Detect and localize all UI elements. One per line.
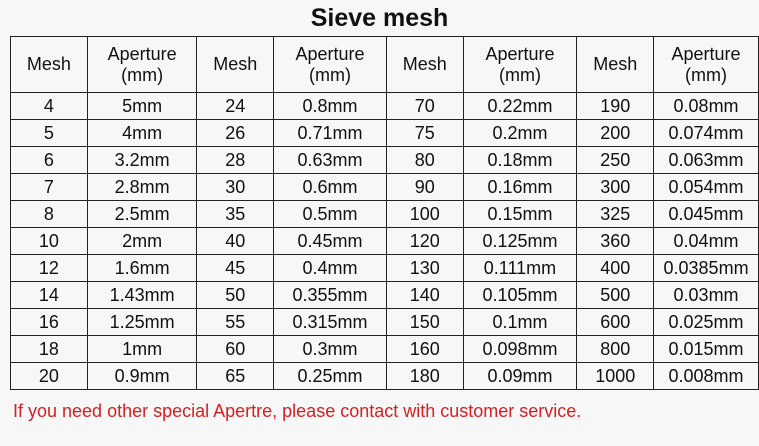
table-body: [11, 93, 759, 390]
mesh-cell: 325: [577, 201, 654, 228]
header-mesh: Mesh: [11, 37, 88, 93]
mesh-cell: 120: [386, 228, 463, 255]
aperture-cell: 0.6mm: [274, 174, 387, 201]
mesh-cell: 70: [386, 93, 463, 120]
mesh-cell: 60: [197, 336, 274, 363]
aperture-cell: 0.09mm: [463, 363, 577, 390]
aperture-cell: 2mm: [87, 228, 197, 255]
mesh-cell: 4: [11, 93, 88, 120]
mesh-cell: 75: [386, 120, 463, 147]
mesh-cell: 200: [577, 120, 654, 147]
aperture-cell: 1mm: [87, 336, 197, 363]
mesh-cell: 160: [386, 336, 463, 363]
header-mesh: Mesh: [386, 37, 463, 93]
aperture-cell: 0.098mm: [463, 336, 577, 363]
mesh-cell: 150: [386, 309, 463, 336]
header-mesh: Mesh: [577, 37, 654, 93]
mesh-cell: 190: [577, 93, 654, 120]
mesh-cell: 300: [577, 174, 654, 201]
mesh-cell: 90: [386, 174, 463, 201]
aperture-cell: 0.15mm: [463, 201, 577, 228]
aperture-cell: 3.2mm: [87, 147, 197, 174]
aperture-cell: 4mm: [87, 120, 197, 147]
aperture-cell: 2.8mm: [87, 174, 197, 201]
aperture-cell: 0.18mm: [463, 147, 577, 174]
table-row: [11, 336, 759, 363]
aperture-cell: 0.63mm: [274, 147, 387, 174]
aperture-cell: 0.9mm: [87, 363, 197, 390]
table-row: [11, 228, 759, 255]
mesh-cell: 800: [577, 336, 654, 363]
header-aperture-unit: (mm): [499, 64, 541, 85]
mesh-cell: 28: [197, 147, 274, 174]
mesh-cell: 400: [577, 255, 654, 282]
header-aperture-label: Aperture: [671, 43, 741, 64]
mesh-cell: 140: [386, 282, 463, 309]
aperture-cell: 0.074mm: [654, 120, 759, 147]
mesh-cell: 65: [197, 363, 274, 390]
mesh-cell: 5: [11, 120, 88, 147]
aperture-cell: 0.4mm: [274, 255, 387, 282]
mesh-cell: 7: [11, 174, 88, 201]
header-aperture-unit: (mm): [685, 64, 728, 85]
table-row: [11, 309, 759, 336]
aperture-cell: 0.015mm: [654, 336, 759, 363]
aperture-cell: 0.22mm: [463, 93, 577, 120]
page-title: Sieve mesh: [310, 4, 449, 32]
aperture-cell: 0.025mm: [654, 309, 759, 336]
aperture-cell: 2.5mm: [87, 201, 197, 228]
mesh-cell: 80: [386, 147, 463, 174]
header-aperture: [274, 37, 387, 93]
aperture-cell: 0.71mm: [274, 120, 387, 147]
mesh-cell: 18: [11, 336, 88, 363]
mesh-cell: 26: [197, 120, 274, 147]
aperture-cell: 0.2mm: [463, 120, 577, 147]
aperture-cell: 0.315mm: [274, 309, 387, 336]
mesh-cell: 500: [577, 282, 654, 309]
mesh-cell: 50: [197, 282, 274, 309]
aperture-cell: 0.5mm: [274, 201, 387, 228]
aperture-cell: 0.063mm: [654, 147, 759, 174]
aperture-cell: 1.43mm: [87, 282, 197, 309]
mesh-cell: 8: [11, 201, 88, 228]
aperture-cell: 0.355mm: [274, 282, 387, 309]
header-mesh: Mesh: [197, 37, 274, 93]
mesh-cell: 250: [577, 147, 654, 174]
table-row: [11, 201, 759, 228]
mesh-cell: 1000: [577, 363, 654, 390]
mesh-cell: 100: [386, 201, 463, 228]
header-aperture: [654, 37, 759, 93]
mesh-cell: 30: [197, 174, 274, 201]
table-row: [11, 282, 759, 309]
header-aperture: [87, 37, 197, 93]
aperture-cell: 0.054mm: [654, 174, 759, 201]
header-aperture-label: Aperture: [485, 43, 555, 64]
aperture-cell: 0.16mm: [463, 174, 577, 201]
mesh-cell: 20: [11, 363, 88, 390]
table-row: [11, 120, 759, 147]
header-aperture-label: Aperture: [107, 43, 177, 64]
aperture-cell: 0.105mm: [463, 282, 577, 309]
header-aperture-unit: (mm): [121, 64, 164, 85]
aperture-cell: 0.25mm: [274, 363, 387, 390]
mesh-cell: 55: [197, 309, 274, 336]
mesh-cell: 600: [577, 309, 654, 336]
header-aperture-unit: (mm): [309, 64, 352, 85]
table-row: [11, 174, 759, 201]
aperture-cell: 0.125mm: [463, 228, 577, 255]
aperture-cell: 0.111mm: [463, 255, 577, 282]
mesh-cell: 130: [386, 255, 463, 282]
header-aperture: [463, 37, 577, 93]
sieve-mesh-table: [10, 36, 759, 390]
aperture-cell: 0.03mm: [654, 282, 759, 309]
aperture-cell: 0.008mm: [654, 363, 759, 390]
mesh-cell: 14: [11, 282, 88, 309]
mesh-cell: 180: [386, 363, 463, 390]
table-row: [11, 147, 759, 174]
aperture-cell: 0.08mm: [654, 93, 759, 120]
aperture-cell: 0.45mm: [274, 228, 387, 255]
aperture-cell: 0.045mm: [654, 201, 759, 228]
mesh-cell: 16: [11, 309, 88, 336]
mesh-cell: 6: [11, 147, 88, 174]
aperture-cell: 0.3mm: [274, 336, 387, 363]
mesh-cell: 360: [577, 228, 654, 255]
mesh-cell: 24: [197, 93, 274, 120]
aperture-cell: 0.04mm: [654, 228, 759, 255]
aperture-cell: 0.1mm: [463, 309, 577, 336]
aperture-cell: 1.25mm: [87, 309, 197, 336]
mesh-cell: 45: [197, 255, 274, 282]
table-row: [11, 93, 759, 120]
aperture-cell: 5mm: [87, 93, 197, 120]
aperture-cell: 0.0385mm: [654, 255, 759, 282]
table-row: [11, 255, 759, 282]
header-aperture-label: Aperture: [295, 43, 365, 64]
aperture-cell: 0.8mm: [274, 93, 387, 120]
mesh-cell: 35: [197, 201, 274, 228]
contact-note: If you need other special Apertre, please contact with customer service.: [13, 401, 582, 421]
header-row: [11, 37, 759, 93]
mesh-cell: 40: [197, 228, 274, 255]
aperture-cell: 1.6mm: [87, 255, 197, 282]
table-row: [11, 363, 759, 390]
mesh-cell: 10: [11, 228, 88, 255]
mesh-cell: 12: [11, 255, 88, 282]
